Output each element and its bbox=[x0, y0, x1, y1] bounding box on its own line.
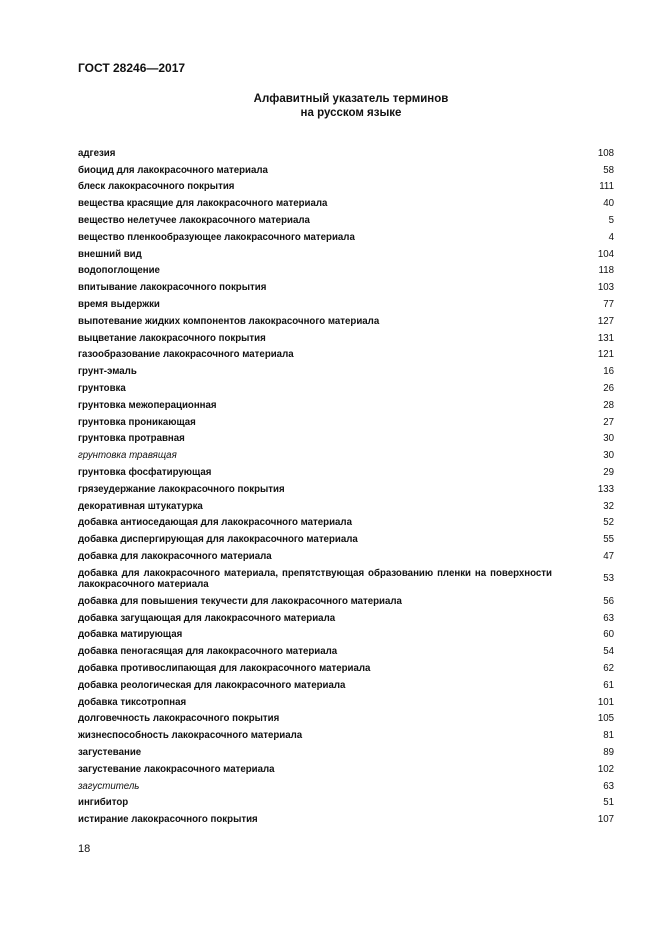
index-page-ref: 47 bbox=[603, 551, 614, 563]
index-row bbox=[78, 481, 614, 498]
index-page-ref: 101 bbox=[597, 696, 614, 708]
index-row bbox=[78, 195, 614, 212]
index-row bbox=[78, 145, 614, 162]
index-row bbox=[78, 794, 614, 811]
index-term: грунтовка bbox=[78, 383, 126, 395]
document-code: ГОСТ 28246—2017 bbox=[78, 61, 186, 75]
index-row bbox=[78, 761, 614, 778]
index-term: газообразование лакокрасочного материала bbox=[78, 349, 294, 361]
index-term: загустевание bbox=[78, 746, 142, 758]
index-page-ref: 52 bbox=[603, 517, 614, 529]
index-term: добавка для лакокрасочного материала, препятствующая образованию пленки на поверхности лакокрасочного материала bbox=[78, 567, 552, 590]
index-page-ref: 26 bbox=[603, 383, 614, 395]
index-term: добавка для повышения текучести для лакокрасочного материала bbox=[78, 595, 402, 607]
index-term: добавка реологическая для лакокрасочного материала bbox=[78, 679, 346, 691]
index-page-ref: 133 bbox=[597, 483, 614, 495]
index-term: добавка пеногасящая для лакокрасочного материала bbox=[78, 646, 338, 658]
index-term: добавка противослипающая для лакокрасочного материала bbox=[78, 663, 371, 674]
index-row bbox=[78, 711, 614, 728]
index-row bbox=[78, 660, 614, 677]
index-row bbox=[78, 565, 614, 593]
index-term: вещество нелетучее лакокрасочного материала bbox=[78, 215, 310, 227]
index-row bbox=[78, 431, 614, 448]
index-row bbox=[78, 610, 614, 627]
index-term: грунтовка фосфатирующая bbox=[78, 467, 212, 479]
index-row bbox=[78, 279, 614, 296]
index-term: загустевание лакокрасочного материала bbox=[78, 763, 275, 775]
index-page-ref: 30 bbox=[603, 450, 614, 462]
index-term: блеск лакокрасочного покрытия bbox=[78, 181, 235, 193]
index-page-ref: 107 bbox=[597, 814, 614, 826]
index-page-ref: 53 bbox=[603, 573, 614, 585]
index-page-ref: 40 bbox=[603, 198, 614, 210]
index-term: грязеудержание лакокрасочного покрытия bbox=[78, 483, 285, 495]
index-term: биоцид для лакокрасочного материала bbox=[78, 164, 268, 176]
index-page-ref: 30 bbox=[603, 433, 614, 445]
index-term: грунтовка протравная bbox=[78, 433, 185, 445]
index-page-ref: 63 bbox=[603, 780, 614, 792]
page-number: 18 bbox=[78, 843, 91, 855]
index-row bbox=[78, 263, 614, 280]
index-page-ref: 105 bbox=[597, 713, 614, 725]
index-term: добавка диспергирующая для лакокрасочного материала bbox=[78, 534, 358, 546]
index-page-ref: 58 bbox=[603, 164, 614, 176]
index-page-ref: 77 bbox=[603, 299, 614, 311]
index-page-ref: 127 bbox=[597, 315, 614, 327]
index-term: грунт-эмаль bbox=[78, 366, 137, 378]
index-term: добавка тиксотропная bbox=[78, 696, 187, 708]
index-row bbox=[78, 778, 614, 795]
index-page-ref: 63 bbox=[603, 612, 614, 624]
index-page-ref: 60 bbox=[603, 629, 614, 641]
page-title bbox=[210, 92, 492, 120]
index-row bbox=[78, 744, 614, 761]
index-page-ref: 81 bbox=[603, 730, 614, 742]
index-row bbox=[78, 447, 614, 464]
index-term: истирание лакокрасочного покрытия bbox=[78, 814, 258, 826]
index-page-ref: 118 bbox=[598, 265, 614, 277]
index-page-ref: 62 bbox=[603, 663, 614, 674]
index-page-ref: 54 bbox=[603, 646, 614, 658]
index-row bbox=[78, 643, 614, 660]
index-term: добавка матирующая bbox=[78, 629, 183, 641]
index-page-ref: 51 bbox=[603, 797, 614, 809]
index-page-ref: 131 bbox=[597, 332, 614, 344]
index-term: внешний вид bbox=[78, 248, 142, 260]
index-term: адгезия bbox=[78, 147, 116, 159]
index-row bbox=[78, 727, 614, 744]
index-row bbox=[78, 548, 614, 565]
index-page-ref: 108 bbox=[597, 147, 614, 159]
index-page-ref: 61 bbox=[603, 679, 614, 691]
index-row bbox=[78, 677, 614, 694]
index-page-ref: 103 bbox=[597, 282, 614, 294]
index-page-ref: 29 bbox=[603, 467, 614, 479]
index-term: вещество пленкообразующее лакокрасочного материала bbox=[78, 231, 355, 243]
index-page-ref: 32 bbox=[603, 500, 614, 512]
index-term: время выдержки bbox=[78, 299, 160, 311]
index-page-ref: 16 bbox=[603, 366, 614, 378]
index-page-ref: 4 bbox=[608, 231, 614, 243]
index-term: добавка антиоседающая для лакокрасочного материала bbox=[78, 517, 352, 529]
index-term: выцветание лакокрасочного покрытия bbox=[78, 332, 266, 344]
index-term: впитывание лакокрасочного покрытия bbox=[78, 282, 267, 294]
index-row bbox=[78, 162, 614, 179]
title-line-2: на русском языке bbox=[300, 107, 402, 119]
index-row bbox=[78, 313, 614, 330]
index-page-ref: 55 bbox=[603, 534, 614, 546]
index-page-ref: 111 bbox=[599, 181, 614, 193]
index-row bbox=[78, 498, 614, 515]
index-term: жизнеспособность лакокрасочного материала bbox=[78, 730, 303, 742]
index-row bbox=[78, 296, 614, 313]
index-page-ref: 27 bbox=[603, 416, 614, 428]
index-row bbox=[78, 179, 614, 196]
term-index bbox=[78, 145, 614, 828]
index-row bbox=[78, 531, 614, 548]
index-row bbox=[78, 330, 614, 347]
index-page-ref: 104 bbox=[597, 248, 614, 260]
index-term: добавка для лакокрасочного материала bbox=[78, 551, 272, 563]
index-row bbox=[78, 627, 614, 644]
index-term: вещества красящие для лакокрасочного материала bbox=[78, 198, 328, 210]
index-row bbox=[78, 414, 614, 431]
index-page-ref: 121 bbox=[597, 349, 614, 361]
index-page-ref: 102 bbox=[597, 763, 614, 775]
index-row bbox=[78, 380, 614, 397]
index-term: ингибитор bbox=[78, 797, 129, 809]
index-term: выпотевание жидких компонентов лакокрасочного материала bbox=[78, 315, 380, 327]
index-page-ref: 5 bbox=[608, 215, 614, 227]
index-row bbox=[78, 811, 614, 828]
index-term: грунтовка проникающая bbox=[78, 416, 196, 428]
index-row bbox=[78, 694, 614, 711]
index-row bbox=[78, 229, 614, 246]
index-row bbox=[78, 397, 614, 414]
index-row bbox=[78, 515, 614, 532]
index-page-ref: 89 bbox=[603, 746, 614, 758]
index-page-ref: 56 bbox=[603, 595, 614, 607]
index-term: долговечность лакокрасочного покрытия bbox=[78, 713, 280, 725]
index-row bbox=[78, 593, 614, 610]
index-page-ref: 28 bbox=[603, 399, 614, 411]
index-term: грунтовка межоперационная bbox=[78, 399, 217, 411]
index-row bbox=[78, 212, 614, 229]
index-term: добавка загущающая для лакокрасочного материала bbox=[78, 612, 336, 624]
title-line-1: Алфавитный указатель терминов bbox=[253, 93, 449, 105]
index-term: водопоглощение bbox=[78, 265, 160, 277]
index-row bbox=[78, 347, 614, 364]
index-term: грунтовка травящая bbox=[78, 450, 177, 462]
index-row bbox=[78, 246, 614, 263]
index-row bbox=[78, 464, 614, 481]
index-term: декоративная штукатурка bbox=[78, 500, 203, 512]
index-row bbox=[78, 363, 614, 380]
index-term: загуститель bbox=[78, 780, 140, 792]
